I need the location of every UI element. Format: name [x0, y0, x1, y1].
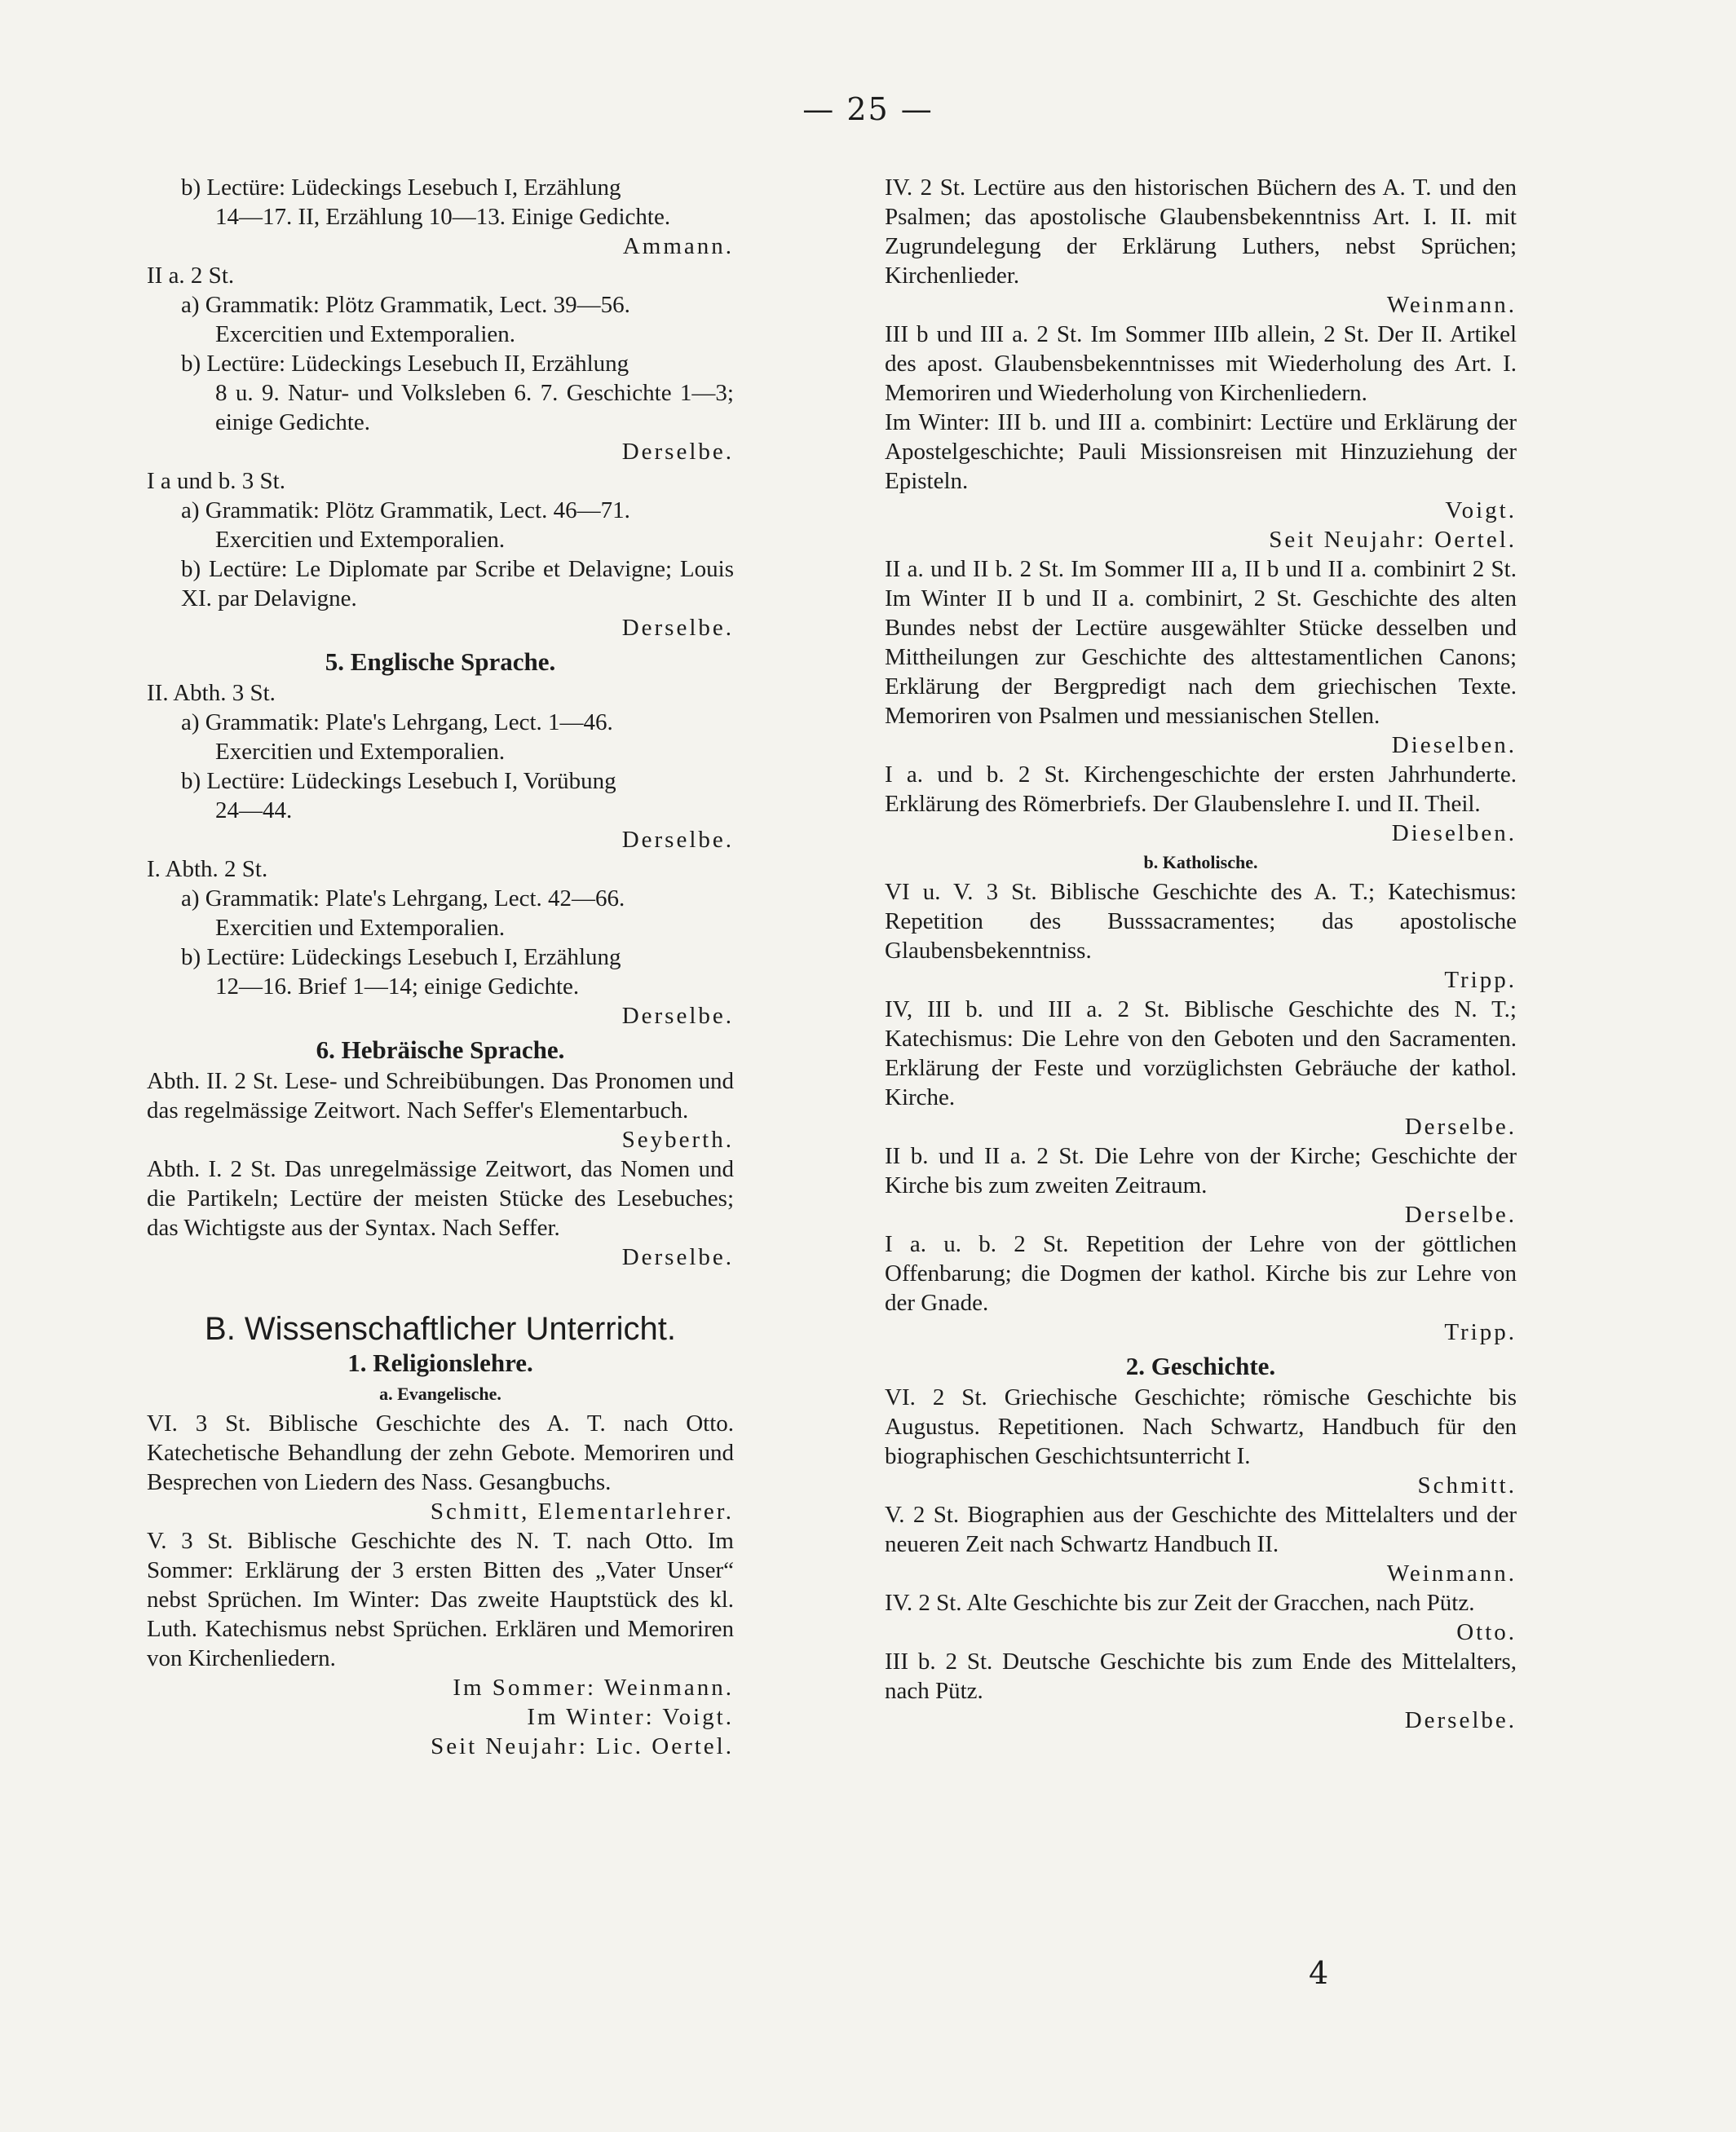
left-text-line: b) Lectüre: Lüdeckings Lesebuch II, Erzählung [181, 351, 629, 377]
right-teacher-name: Otto. [1456, 1619, 1517, 1645]
left-teacher-name: Derselbe. [621, 439, 734, 465]
left-teacher-name: Schmitt, Elementarlehrer. [430, 1499, 734, 1525]
left-section-heading: 6. Hebräische Sprache. [316, 1035, 565, 1064]
left-text-line: b) Lectüre: Lüdeckings Lesebuch I, Erzählung [181, 944, 621, 970]
left-text-line: 8 u. 9. Natur- und Volksleben 6. 7. Geschichte 1—3; einige Gedichte. [215, 380, 734, 435]
right-teacher-name: Tripp. [1444, 1319, 1517, 1345]
right-text-line: VI. 2 St. Griechische Geschichte; römische Geschichte bis Augustus. Repetitionen. Nach Schwartz, Handbuch für den biographischen Geschichtsunterricht I. [885, 1384, 1517, 1469]
left-text-line: 24—44. [215, 797, 293, 823]
left-text-line: VI. 3 St. Biblische Geschichte des A. T. nach Otto. Katechetische Behandlung der zehn Gebote. Memoriren und Besprechen von Liedern des Nass. Gesangbuchs. [147, 1410, 734, 1495]
left-text-line: 12—16. Brief 1—14; einige Gedichte. [215, 973, 580, 1000]
left-text-line: a) Grammatik: Plate's Lehrgang, Lect. 42—66. [181, 885, 625, 912]
right-section-heading: b. Katholische. [1143, 852, 1258, 872]
right-teacher-name: Voigt. [1445, 497, 1517, 523]
left-text-line: Exercitien und Extemporalien. [215, 739, 506, 765]
left-text-line: Excercitien und Extemporalien. [215, 321, 515, 347]
right-text-line: I a. u. b. 2 St. Repetition der Lehre von der göttlichen Offenbarung; die Dogmen der kathol. Kirche bis zur Lehre von der Gnade. [885, 1231, 1517, 1316]
left-text-line: Abth. I. 2 St. Das unregelmässige Zeitwort, das Nomen und die Partikeln; Lectüre der meisten Stücke des Lesebuches; das Wichtigste aus der Syntax. Nach Seffer. [147, 1156, 734, 1241]
left-section-heading: a. Evangelische. [379, 1384, 501, 1404]
left-text-line: b) Lectüre: Lüdeckings Lesebuch I, Erzählung [181, 174, 621, 201]
left-teacher-name: Im Sommer: Weinmann. [453, 1675, 734, 1701]
left-text-line: b) Lectüre: Lüdeckings Lesebuch I, Vorübung [181, 768, 616, 794]
right-text-line: IV, III b. und III a. 2 St. Biblische Geschichte des N. T.; Katechismus: Die Lehre von den Geboten und den Sacramenten. Erklärung der Feste und vorzüglichsten Gebräuche der kathol. Kirche. [885, 996, 1517, 1110]
page-header: — 25 — [802, 91, 934, 127]
left-text-line: Exercitien und Extemporalien. [215, 915, 506, 941]
right-section-heading: 2. Geschichte. [1125, 1352, 1276, 1380]
right-teacher-name: Derselbe. [1404, 1114, 1517, 1140]
left-teacher-name: Derselbe. [621, 615, 734, 641]
left-text-line: II. Abth. 3 St. [147, 680, 276, 706]
left-text-line: I a und b. 3 St. [147, 468, 285, 494]
left-section-heading: 5. Englische Sprache. [325, 647, 556, 676]
right-text-line: VI u. V. 3 St. Biblische Geschichte des A. T.; Katechismus: Repetition des Busssacramentes; das apostolische Glaubensbekenntniss. [885, 879, 1517, 964]
left-teacher-name: Derselbe. [621, 1244, 734, 1270]
right-teacher-name: Derselbe. [1404, 1202, 1517, 1228]
left-text-line: V. 3 St. Biblische Geschichte des N. T. nach Otto. Im Sommer: Erklärung der 3 ersten Bitten des „Vater Unser“ nebst Sprüchen. Im Winter: Das zweite Hauptstück des kl. Luth. Katechismus nebst Sprüchen. Erklären und Memoriren von Kirchenliedern. [147, 1528, 734, 1671]
right-text-line: Im Winter: III b. und III a. combinirt: Lectüre und Erklärung der Apostelgeschichte; Pauli Missionsreisen mit Hinzuziehung der Episteln. [885, 409, 1517, 494]
left-text-line: a) Grammatik: Plötz Grammatik, Lect. 46—71. [181, 497, 630, 523]
left-section-heading: B. Wissenschaftlicher Unterricht. [205, 1311, 676, 1347]
left-section-heading: 1. Religionslehre. [347, 1349, 533, 1377]
left-teacher-name: Seyberth. [621, 1127, 734, 1153]
left-text-line: a) Grammatik: Plötz Grammatik, Lect. 39—56. [181, 292, 630, 318]
left-text-line: a) Grammatik: Plate's Lehrgang, Lect. 1—46. [181, 709, 613, 735]
left-teacher-name: Ammann. [622, 233, 734, 259]
right-teacher-name: Dieselben. [1391, 732, 1517, 758]
right-teacher-name: Weinmann. [1386, 1560, 1517, 1587]
left-teacher-name: Im Winter: Voigt. [527, 1704, 734, 1730]
right-teacher-name: Dieselben. [1391, 820, 1517, 846]
right-teacher-name: Seit Neujahr: Oertel. [1269, 527, 1517, 553]
right-teacher-name: Schmitt. [1417, 1472, 1517, 1499]
signature-number: 4 [1309, 1955, 1329, 1991]
left-text-line: Abth. II. 2 St. Lese- und Schreibübungen. Das Pronomen und das regelmässige Zeitwort. Nach Seffer's Elementarbuch. [147, 1068, 734, 1123]
right-text-line: IV. 2 St. Lectüre aus den historischen Büchern des A. T. und den Psalmen; das apostolische Glaubensbekenntniss Art. I. II. mit Zugrundelegung der Erklärung Luthers, nebst Sprüchen; Kirchenlieder. [885, 174, 1517, 289]
right-teacher-name: Tripp. [1444, 967, 1517, 993]
left-text-line: 14—17. II, Erzählung 10—13. Einige Gedichte. [215, 204, 671, 230]
left-text-line: Exercitien und Extemporalien. [215, 527, 506, 553]
right-text-line: V. 2 St. Biographien aus der Geschichte des Mittelalters und der neueren Zeit nach Schwartz Handbuch II. [885, 1502, 1517, 1557]
right-column [885, 173, 1517, 1735]
left-text-line: b) Lectüre: Le Diplomate par Scribe et Delavigne; Louis XI. par Delavigne. [181, 556, 734, 611]
left-text-line: I. Abth. 2 St. [147, 856, 268, 882]
left-teacher-name: Seit Neujahr: Lic. Oertel. [431, 1733, 734, 1759]
right-teacher-name: Weinmann. [1386, 292, 1517, 318]
left-teacher-name: Derselbe. [621, 1003, 734, 1029]
right-text-line: III b und III a. 2 St. Im Sommer IIIb allein, 2 St. Der II. Artikel des apost. Glaubensbekenntnisses mit Wiederholung des Art. I. Memoriren und Wiederholung von Kirchenliedern. [885, 321, 1517, 406]
right-text-line: III b. 2 St. Deutsche Geschichte bis zum Ende des Mittelalters, nach Pütz. [885, 1649, 1517, 1704]
right-text-line: II a. und II b. 2 St. Im Sommer III a, II b und II a. combinirt 2 St. Im Winter II b und II a. combinirt, 2 St. Geschichte des alten Bundes nebst der Lectüre ausgewählter Stücke desselben und Mittheilungen zur Geschichte des alttestamentlichen Canons; Erklärung der Bergpredigt nach dem griechischen Texte. Memoriren von Psalmen und messianischen Stellen. [885, 556, 1517, 729]
right-text-line: I a. und b. 2 St. Kirchengeschichte der ersten Jahrhunderte. Erklärung des Römerbriefs. Der Glaubenslehre I. und II. Theil. [885, 761, 1517, 817]
right-text-line: II b. und II a. 2 St. Die Lehre von der Kirche; Geschichte der Kirche bis zum zweiten Zeitraum. [885, 1143, 1517, 1198]
left-teacher-name: Derselbe. [621, 827, 734, 853]
right-teacher-name: Derselbe. [1404, 1707, 1517, 1733]
left-text-line: II a. 2 St. [147, 263, 235, 289]
right-text-line: IV. 2 St. Alte Geschichte bis zur Zeit der Gracchen, nach Pütz. [885, 1590, 1475, 1616]
left-column [147, 173, 734, 1761]
